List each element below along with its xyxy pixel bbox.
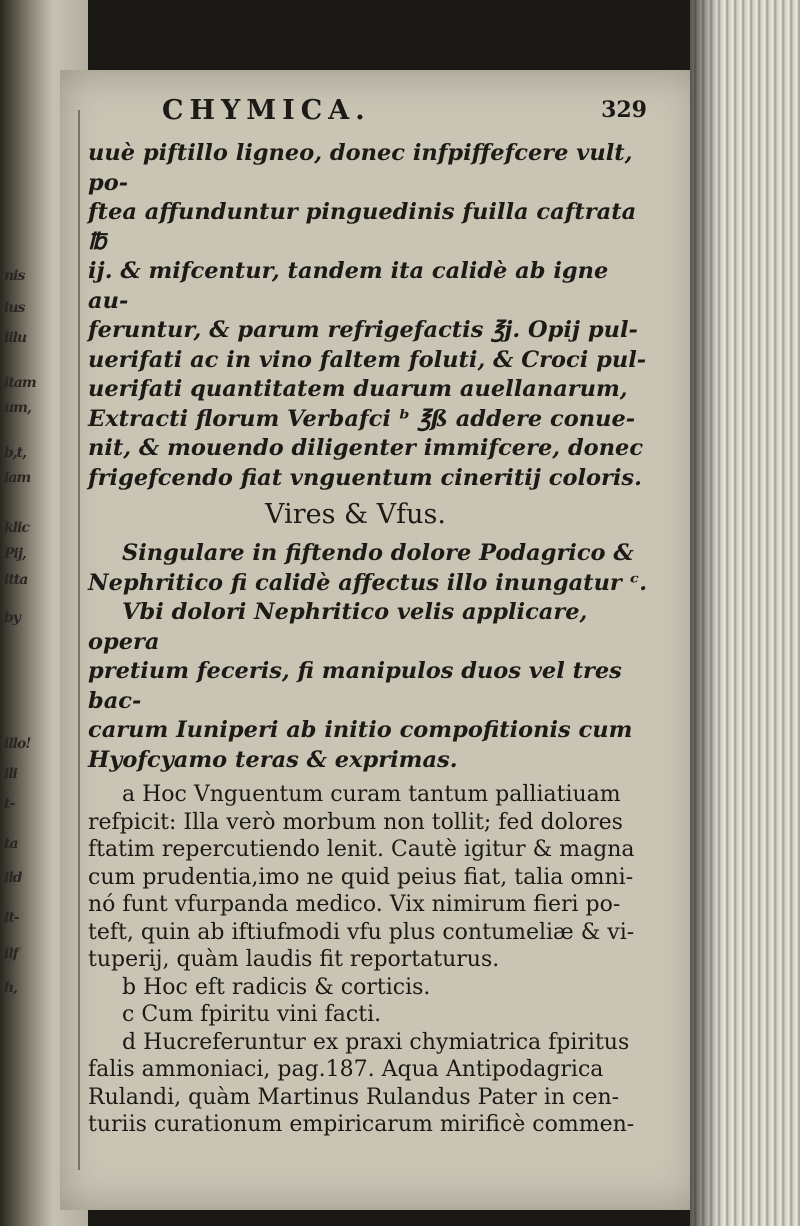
footnote-d-line: falis ammoniaci, pag.187. Aqua Antipodagrica [88,1057,604,1082]
margin-fragment: ilf [4,946,18,962]
text-line: Hyofcyamo teras & exprimas. [88,746,458,773]
margin-fragment: klic [4,520,29,536]
text-line: Singulare in fiftendo dolore Podagrico & [122,540,634,566]
margin-fragment: t- [4,796,15,812]
text-line: ij. & mifcentur, tandem ita calidè ab igne au- [88,258,609,314]
margin-fragment: h, [4,980,18,996]
margin-fragment: lilu [4,330,27,346]
footnote-d-line: Rulandi, quàm Martinus Rulandus Pater in cen- [88,1084,620,1110]
margin-fragment: lt- [4,910,19,926]
text-line: carum Iuniperi ab initio compofitionis cum [88,717,633,743]
text-line: nit, & mouendo diligenter immifcere, donec [88,435,644,461]
recipe-paragraph [88,139,653,493]
footnote-a-line: teft, quin ab iftiufmodi vfu plus contumeliæ & vi- [88,919,635,945]
page-number: 329 [601,97,647,123]
page-stack-edge [690,0,800,1226]
page-text [88,95,653,1139]
text-line: feruntur, & parum refrigefactis ℥j. Opij pul- [88,317,638,343]
margin-fragment: nis [4,268,25,284]
footnote-a-line: a Hoc Vnguentum curam tantum palliatiuam [122,782,621,807]
footnote-d-line: d Hucreferuntur ex praxi chymiatrica fpiritus [122,1029,630,1055]
footnote-c: c Cum fpiritu vini facti. [122,1002,382,1027]
margin-fragment: illo! [4,736,31,752]
margin-fragment: itam [4,375,36,391]
margin-fragment: ili [4,766,17,782]
text-line: uerifati quantitatem duarum auellanarum, [88,376,628,402]
footnotes [88,781,653,1139]
text-line: frigefcendo fiat vnguentum cineritij coloris. [88,464,642,491]
text-line: uerifati ac in vino faltem foluti, & Croci pul- [88,346,647,373]
margin-fragment: iam [4,470,31,486]
section-heading: Vires & Vfus. [265,499,446,530]
text-line: Nephritico fi calidè affectus illo inungatur ᶜ. [88,569,648,596]
footnote-a-line: ftatim repercutiendo lenit. Cautè igitur & magna [88,837,635,862]
text-line: Vbi dolori Nephritico velis applicare, opera [88,599,588,655]
text-line: ftea affunduntur pinguedinis fuilla caftrata ℔ [88,199,637,255]
margin-fragment: by [4,610,20,626]
margin-fragment: ild [4,870,22,886]
margin-fragment: ius [4,300,25,316]
footnote-b: b Hoc eft radicis & corticis. [122,974,431,1000]
text-line: uuè piftillo ligneo, donec infpiffefcere vult, po- [88,140,633,196]
margin-fragment: itta [4,572,28,588]
text-line: Extracti florum Verbafci ᵇ ℥ß addere conue- [88,405,636,432]
gutter-shadow [690,0,720,1226]
footnote-d-line: turiis curationum empiricarum mirificè commen- [88,1112,635,1137]
margin-fragment: ta [4,836,18,852]
margin-fragment: b,t, [4,445,27,461]
footnote-a-line: cum prudentia,imo ne quid peius fiat, talia omni- [88,864,634,890]
margin-fragment: um, [4,400,31,416]
footnote-a-line: refpicit: Illa verò morbum non tollit; fed dolores [88,809,623,835]
footnote-a-line: tuperij, quàm laudis fit reportaturus. [88,947,500,972]
text-line: pretium feceris, fi manipulos duos vel tres bac- [88,658,622,714]
uses-paragraph [88,539,653,775]
running-head: CHYMICA. [162,95,371,126]
margin-fragment: Pij, [4,546,26,562]
page-header [88,95,653,139]
footnote-a-line: nó funt vfurpanda medico. Vix nimirum fieri po- [88,892,621,917]
